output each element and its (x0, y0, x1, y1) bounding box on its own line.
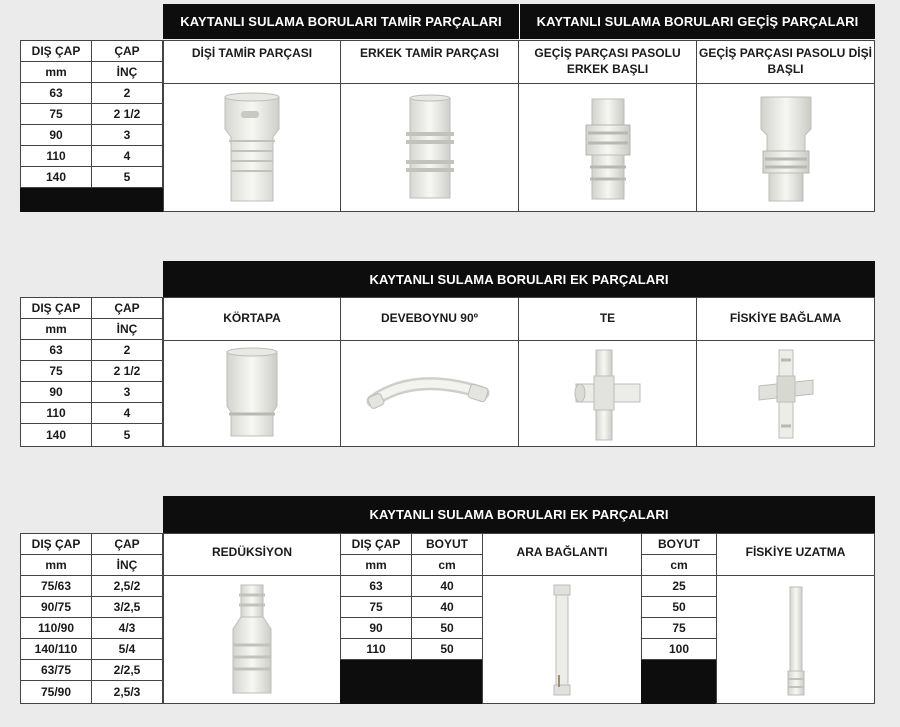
table-cell: 110/90 (20, 617, 92, 639)
product-image-female-repair (163, 83, 341, 212)
product-image-kortapa (163, 340, 341, 447)
table-cell: 2 1/2 (91, 103, 163, 125)
product-name-transition-female: GEÇİŞ PARÇASI PASOLU DİŞİ BAŞLI (696, 40, 875, 84)
product-image-male-repair (340, 83, 519, 212)
table-cell: 140 (20, 423, 92, 447)
unit-mm: mm (340, 554, 412, 576)
product-image-reduksiyon (163, 575, 341, 704)
table-cell: 2 1/2 (91, 360, 163, 382)
end-cap-icon (221, 346, 283, 442)
unit-mm: mm (20, 554, 92, 576)
table-cell: 75/90 (20, 680, 92, 704)
col-header-dis-cap: DIŞ ÇAP (340, 533, 412, 555)
table-cell: 3/2,5 (91, 596, 163, 618)
col-header-dis-cap: DIŞ ÇAP (20, 40, 92, 62)
table-cell: 2/2,5 (91, 659, 163, 681)
product-image-ara-baglanti (482, 575, 642, 704)
table-filler (20, 188, 163, 212)
table-cell: 110 (340, 638, 412, 660)
col-header-cap: ÇAP (91, 297, 163, 319)
table-cell: 63 (20, 339, 92, 361)
table-cell: 50 (641, 596, 717, 618)
product-image-transition-female (696, 83, 875, 212)
product-name-kortapa: KÖRTAPA (163, 297, 341, 341)
reducer-fitting-icon (225, 581, 279, 699)
col-header-boyut: BOYUT (411, 533, 483, 555)
table-cell: 2,5/3 (91, 680, 163, 704)
product-name-reduksiyon: REDÜKSİYON (163, 533, 341, 576)
table-cell: 110 (20, 402, 92, 424)
product-name-fiskiye-uzatma: FİSKİYE UZATMA (716, 533, 875, 576)
transition-female-fitting-icon (755, 91, 817, 205)
table-cell: 3 (91, 381, 163, 403)
table-cell: 140/110 (20, 638, 92, 660)
table-cell: 4 (91, 145, 163, 167)
table-cell: 63 (340, 575, 412, 597)
table-cell: 75 (340, 596, 412, 618)
section1-title-repair: KAYTANLI SULAMA BORULARI TAMİR PARÇALARI (163, 4, 519, 39)
table-cell: 5 (91, 166, 163, 188)
col-header-cap: ÇAP (91, 40, 163, 62)
col-header-cap: ÇAP (91, 533, 163, 555)
product-image-fiskiye-uzatma (716, 575, 875, 704)
male-repair-fitting-icon (400, 92, 460, 204)
unit-inch: İNÇ (91, 318, 163, 340)
unit-mm: mm (20, 318, 92, 340)
table-cell: 100 (641, 638, 717, 660)
table-cell: 4/3 (91, 617, 163, 639)
transition-male-fitting-icon (578, 93, 638, 203)
table-cell: 90 (340, 617, 412, 639)
product-image-deveboynu (340, 340, 519, 447)
col-header-dis-cap: DIŞ ÇAP (20, 297, 92, 319)
table-cell: 3 (91, 124, 163, 146)
table-cell: 75 (20, 103, 92, 125)
table-filler (340, 660, 483, 704)
product-image-te (518, 340, 697, 447)
table-cell: 110 (20, 145, 92, 167)
connector-pipe-icon (547, 581, 577, 699)
table-cell: 5 (91, 423, 163, 447)
table-cell: 75 (641, 617, 717, 639)
product-name-transition-male: GEÇİŞ PARÇASI PASOLU ERKEK BAŞLI (518, 40, 697, 84)
table-cell: 63/75 (20, 659, 92, 681)
table-cell: 40 (411, 575, 483, 597)
table-cell: 90/75 (20, 596, 92, 618)
elbow-90-icon (365, 369, 495, 419)
table-cell: 90 (20, 124, 92, 146)
product-name-te: TE (518, 297, 697, 341)
table-cell: 2 (91, 339, 163, 361)
unit-inch: İNÇ (91, 554, 163, 576)
table-cell: 90 (20, 381, 92, 403)
sprinkler-extension-icon (781, 581, 811, 699)
unit-cm: cm (641, 554, 717, 576)
table-cell: 63 (20, 82, 92, 104)
product-name-deveboynu: DEVEBOYNU 90º (340, 297, 519, 341)
sprinkler-connector-icon (751, 346, 821, 442)
unit-inch: İNÇ (91, 61, 163, 83)
table-cell: 2 (91, 82, 163, 104)
table-cell: 4 (91, 402, 163, 424)
product-image-fiskiye-baglama (696, 340, 875, 447)
section1-title-transition: KAYTANLI SULAMA BORULARI GEÇİŞ PARÇALARI (519, 4, 875, 39)
table-cell: 75/63 (20, 575, 92, 597)
unit-cm: cm (411, 554, 483, 576)
product-name-female-repair: DİŞİ TAMİR PARÇASI (163, 40, 341, 84)
col-header-boyut: BOYUT (641, 533, 717, 555)
table-cell: 50 (411, 617, 483, 639)
table-cell: 25 (641, 575, 717, 597)
col-header-dis-cap: DIŞ ÇAP (20, 533, 92, 555)
section3-title: KAYTANLI SULAMA BORULARI EK PARÇALARI (163, 496, 875, 533)
product-name-male-repair: ERKEK TAMİR PARÇASI (340, 40, 519, 84)
product-image-transition-male (518, 83, 697, 212)
table-cell: 5/4 (91, 638, 163, 660)
table-cell: 40 (411, 596, 483, 618)
product-name-fiskiye-baglama: FİSKİYE BAĞLAMA (696, 297, 875, 341)
tee-fitting-icon (568, 346, 648, 442)
section2-title: KAYTANLI SULAMA BORULARI EK PARÇALARI (163, 261, 875, 297)
unit-mm: mm (20, 61, 92, 83)
table-filler (641, 660, 717, 704)
table-cell: 75 (20, 360, 92, 382)
product-name-ara-baglanti: ARA BAĞLANTI (482, 533, 642, 576)
female-repair-fitting-icon (217, 89, 287, 207)
table-cell: 50 (411, 638, 483, 660)
table-cell: 140 (20, 166, 92, 188)
table-cell: 2,5/2 (91, 575, 163, 597)
